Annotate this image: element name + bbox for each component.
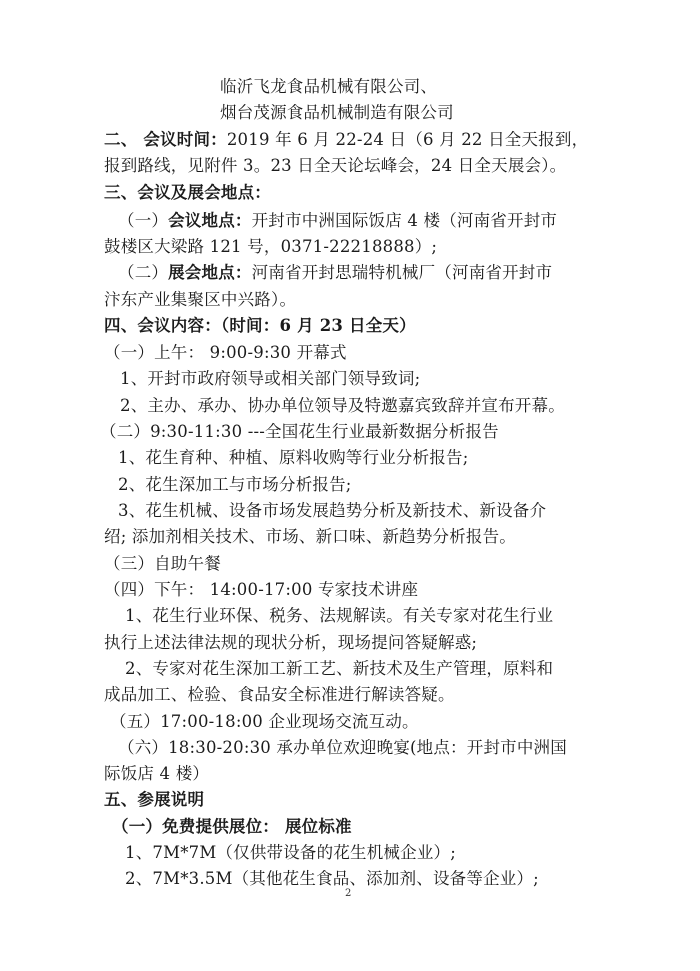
- text-span: （二）9:30-11:30 ---全国花生行业最新数据分析报告: [100, 422, 499, 441]
- text-span: 2019 年 6 月 22-24 日（6 月 22 日全天报到，: [226, 130, 589, 149]
- text-span: （一）免费提供展位： 展位标准: [112, 817, 352, 836]
- text-line: [125, 842, 456, 864]
- text-line: [120, 368, 420, 390]
- text-line: [104, 289, 296, 311]
- text-line: [104, 129, 588, 151]
- text-line: [104, 342, 347, 364]
- text-line: [104, 789, 204, 811]
- text-span: 1、7M*7M（仅供带设备的花生机械企业）;: [125, 843, 456, 862]
- text-span: 三、会议及展会地点：: [104, 183, 271, 202]
- text-span: 绍; 添加剂相关技术、市场、新口味、新趋势分析报告。: [104, 527, 517, 546]
- text-line: [104, 553, 221, 575]
- text-line: [220, 102, 454, 124]
- text-line: [104, 632, 477, 654]
- text-span: 河南省开封思瑞特机械厂（河南省开封市: [251, 263, 553, 282]
- text-span: 开封市中洲国际饭店 4 楼（河南省开封市: [251, 211, 558, 230]
- text-span: 成品加工、检验、食品安全标准进行解读答疑。: [104, 685, 455, 704]
- text-span: 汴东产业集聚区中兴路）。: [104, 290, 297, 309]
- text-span: （二）: [118, 263, 169, 282]
- text-line: [125, 868, 539, 890]
- text-span: 1、花生育种、种植、原料收购等行业分析报告;: [118, 448, 469, 467]
- text-line: [118, 262, 552, 284]
- text-line: [118, 737, 567, 759]
- text-span: 2、主办、承办、协办单位领导及特邀嘉宾致辞并宣布开幕。: [120, 396, 565, 415]
- text-span: 报到路线，见附件 3。23 日全天论坛峰会，24 日全天展会）。: [104, 156, 567, 175]
- text-span: 会议地点：: [168, 211, 252, 230]
- text-span: 际饭店 4 楼）: [104, 764, 210, 783]
- text-span: 鼓楼区大梁路 121 号，0371-22218888）;: [104, 237, 438, 256]
- text-line: [220, 76, 437, 98]
- text-span: （一）: [118, 211, 169, 230]
- text-line: [118, 474, 352, 496]
- text-span: 3、花生机械、设备市场发展趋势分析及新技术、新设备介: [118, 501, 547, 520]
- text-line: [118, 210, 557, 232]
- text-span: 1、花生行业环保、税务、法规解读。有关专家对花生行业: [125, 606, 554, 625]
- text-line: [110, 711, 419, 733]
- text-line: [125, 658, 553, 680]
- text-span: 临沂飞龙食品机械有限公司、: [220, 77, 438, 96]
- text-line: [125, 605, 553, 627]
- text-span: 烟台茂源食品机械制造有限公司: [220, 103, 454, 122]
- text-span: 二、 会议时间：: [104, 130, 227, 149]
- text-span: 2、专家对花生深加工新工艺、新技术及生产管理，原料和: [125, 659, 554, 678]
- text-span: （五）17:00-18:00 企业现场交流互动。: [110, 712, 419, 731]
- text-span: 展会地点：: [168, 263, 252, 282]
- text-line: [100, 421, 499, 443]
- text-span: 五、参展说明: [104, 790, 205, 809]
- text-span: （四）下午： 14:00-17:00 专家技术讲座: [104, 580, 419, 599]
- text-line: [104, 155, 566, 177]
- text-line: [120, 395, 565, 417]
- text-span: 2、7M*3.5M（其他花生食品、添加剂、设备等企业）;: [125, 869, 539, 888]
- text-span: 执行上述法律法规的现状分析，现场提问答疑解惑;: [104, 633, 478, 652]
- text-span: 2、花生深加工与市场分析报告;: [118, 475, 352, 494]
- text-span: （一）上午： 9:00-9:30 开幕式: [104, 343, 347, 362]
- text-line: [104, 763, 209, 785]
- text-span: （六）18:30-20:30 承办单位欢迎晚宴(地点：开封市中洲国: [118, 738, 567, 757]
- text-line: [104, 236, 437, 258]
- text-line: [104, 579, 418, 601]
- page-number: 2: [345, 888, 352, 899]
- text-line: [104, 182, 271, 204]
- text-span: 四、会议内容：（时间：6 月 23 日全天）: [104, 316, 416, 335]
- text-span: （三）自助午餐: [104, 554, 221, 573]
- text-line: [112, 816, 352, 838]
- text-span: 1、开封市政府领导或相关部门领导致词;: [120, 369, 421, 388]
- text-line: [118, 500, 546, 522]
- text-line: [104, 526, 516, 548]
- text-line: [104, 684, 455, 706]
- text-line: [104, 315, 416, 337]
- text-line: [118, 447, 468, 469]
